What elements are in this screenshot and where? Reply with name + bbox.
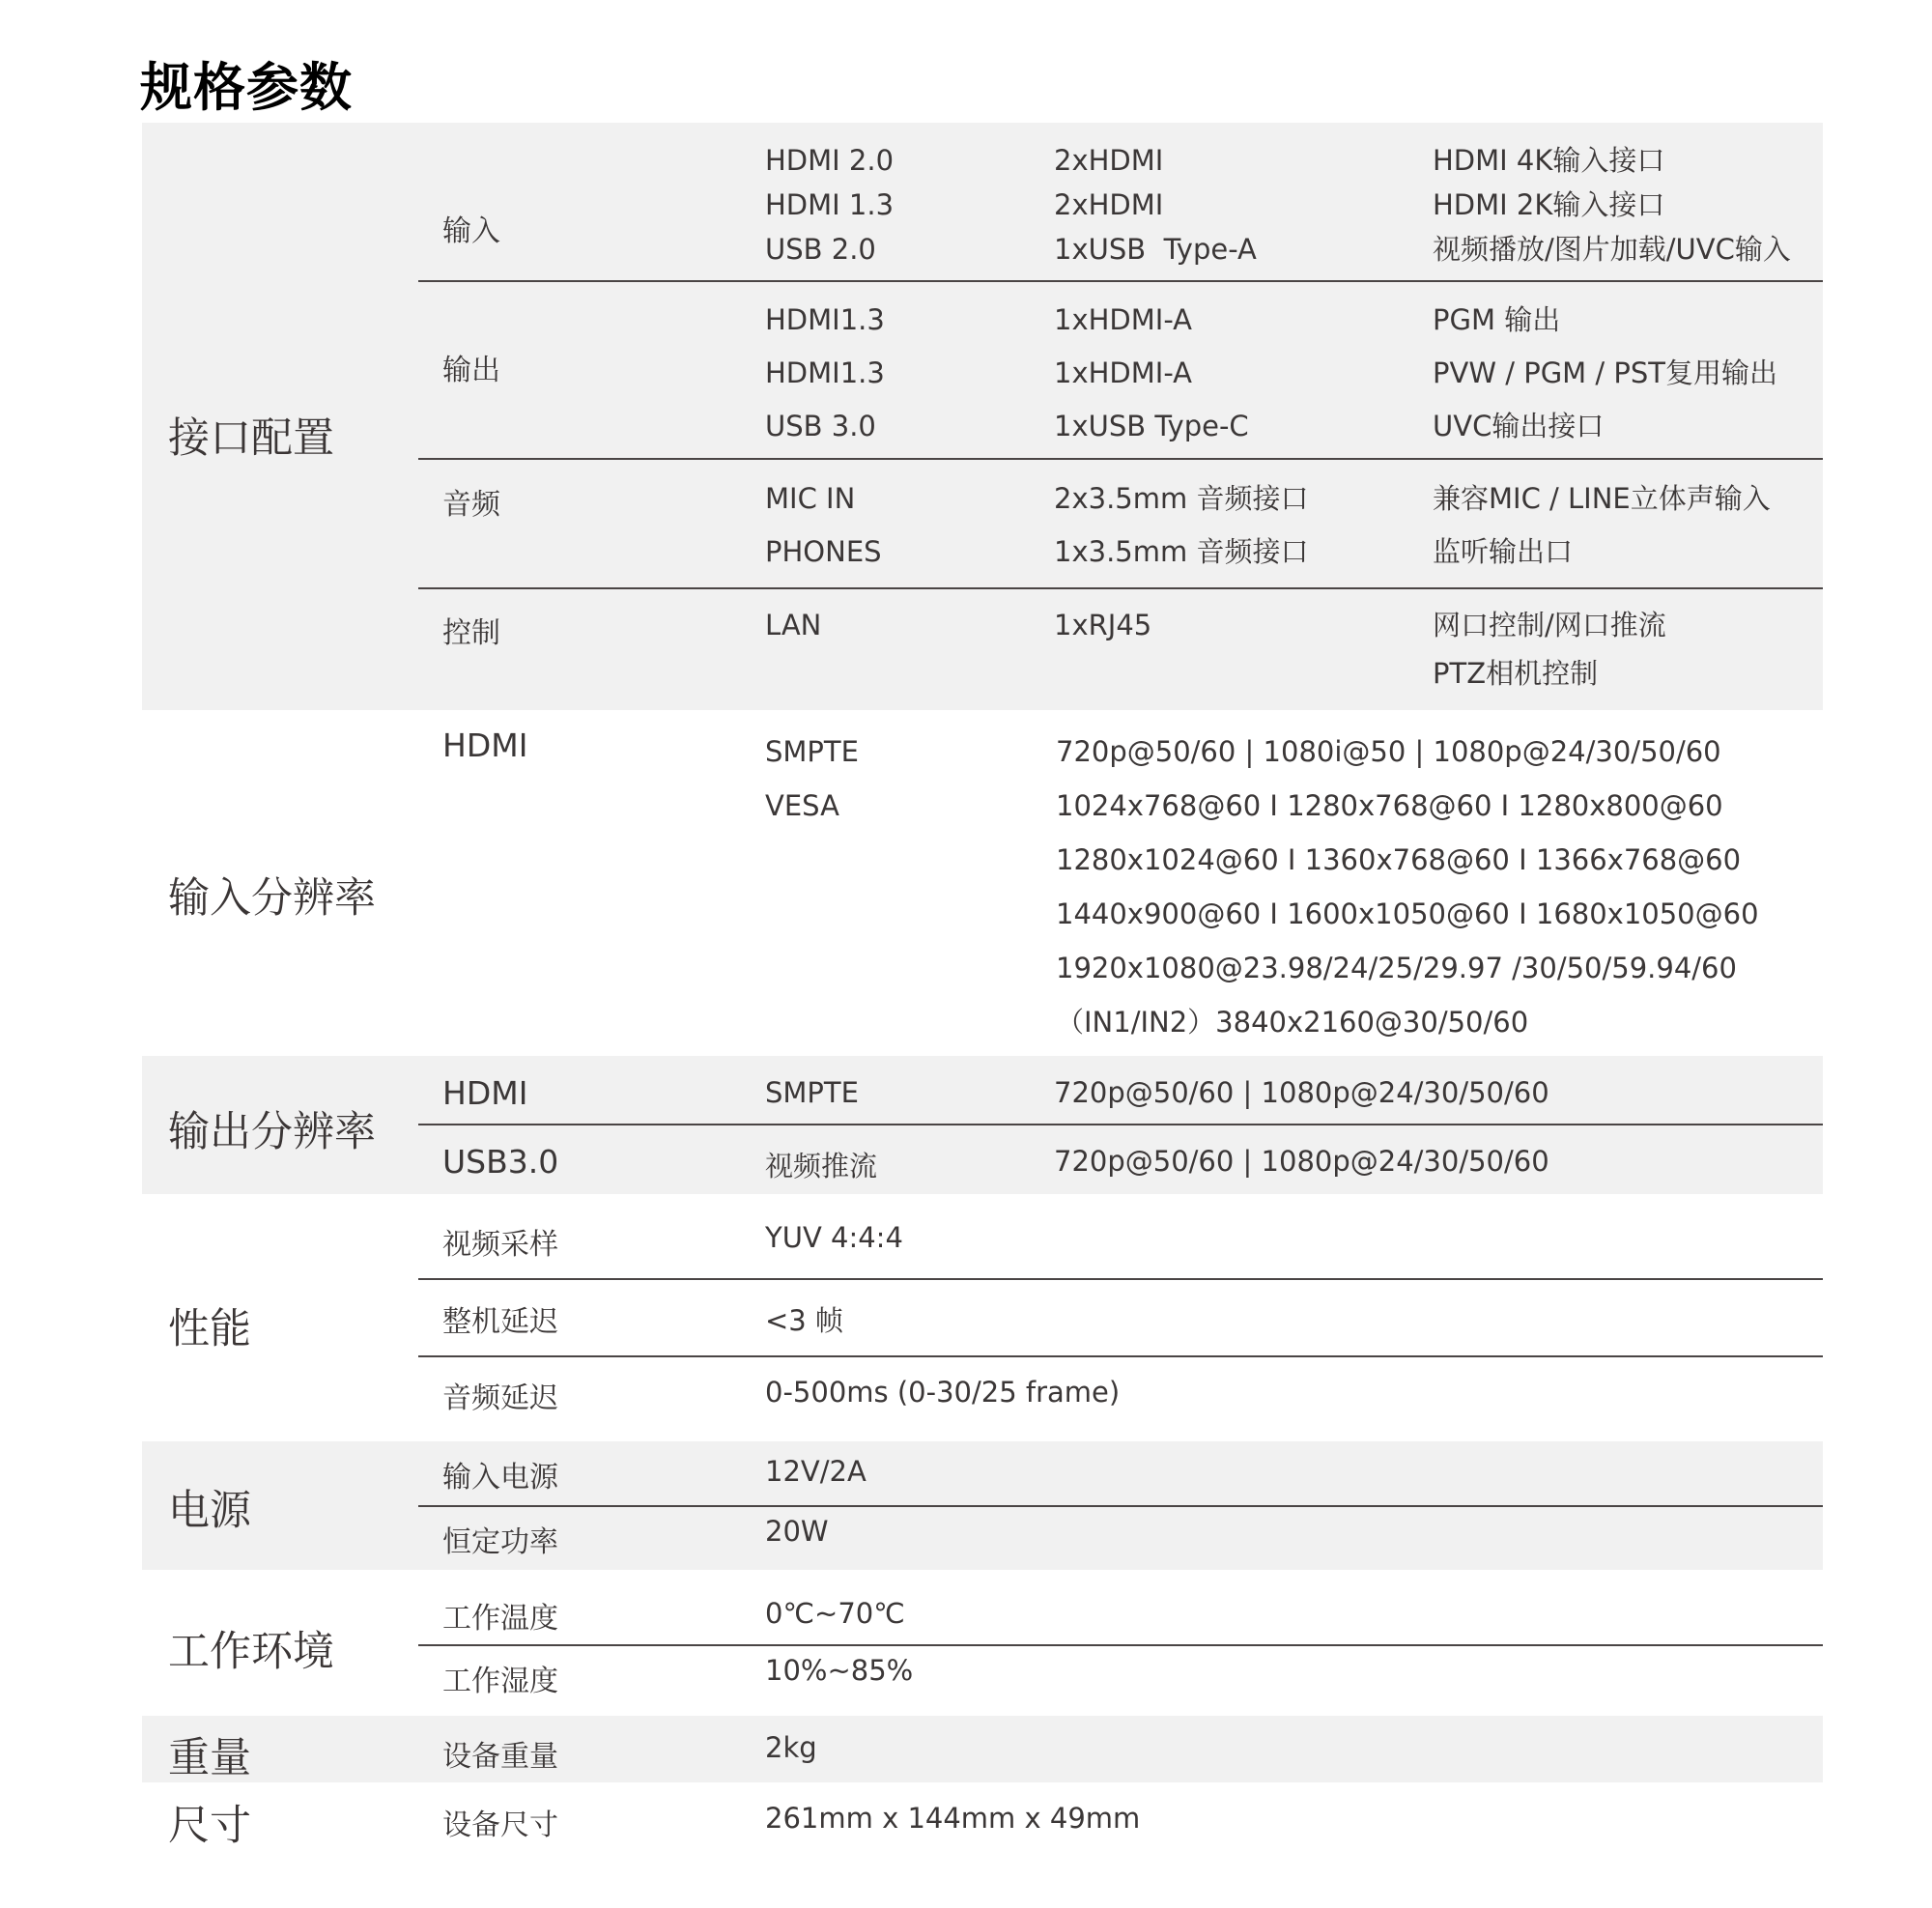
input-description: HDMI 2K输入接口 (1433, 188, 1665, 221)
control-description: PTZ相机控制 (1433, 657, 1599, 690)
divider (418, 1644, 1823, 1646)
resolution-line: 1440x900@60 I 1600x1050@60 I 1680x1050@60 (1056, 897, 1759, 930)
resolution-line: 1280x1024@60 I 1360x768@60 I 1366x768@60 (1056, 843, 1742, 876)
size-name: 设备尺寸 (442, 1808, 558, 1842)
input-resolution-standard: VESA (765, 789, 839, 822)
environment-name: 工作温度 (442, 1602, 558, 1636)
input-description: 视频播放/图片加载/UVC输入 (1433, 233, 1791, 266)
performance-value: YUV 4:4:4 (765, 1221, 903, 1254)
audio-descriptions (1433, 472, 1771, 579)
row-label-output: 输出 (442, 354, 500, 387)
audio-counts (1054, 472, 1308, 579)
section-label-size: 尺寸 (168, 1802, 251, 1850)
output-count: 1xHDMI-A (1054, 303, 1192, 336)
audio-count: 1x3.5mm 音频接口 (1054, 535, 1309, 568)
input-count: 2xHDMI (1054, 144, 1164, 177)
resolution-line: 1920x1080@23.98/24/25/29.97 /30/50/59.94/60 (1056, 952, 1737, 984)
control-description: 网口控制/网口推流 (1433, 609, 1666, 641)
section-label-performance: 性能 (168, 1305, 251, 1353)
audio-count: 2x3.5mm 音频接口 (1054, 482, 1309, 515)
divider (418, 587, 1823, 589)
row-label-control: 控制 (442, 616, 500, 650)
input-count: 1xUSB Type-A (1054, 233, 1257, 266)
output-descriptions (1433, 294, 1777, 453)
output-port: HDMI1.3 (765, 303, 885, 336)
output-res-value: 720p@50/60 | 1080p@24/30/50/60 (1054, 1145, 1549, 1178)
section-label-interface: 接口配置 (168, 414, 334, 463)
input-description: HDMI 4K输入接口 (1433, 144, 1665, 177)
input-resolution-interface: HDMI (442, 726, 528, 764)
output-counts (1054, 294, 1249, 453)
performance-value: <3 帧 (765, 1304, 843, 1337)
input-resolution-standard: SMPTE (765, 735, 859, 768)
resolution-line: 720p@50/60 | 1080i@50 | 1080p@24/30/50/60 (1056, 735, 1721, 768)
section-label-output-resolution: 输出分辨率 (168, 1108, 376, 1156)
input-ports (765, 138, 894, 271)
section-label-input-resolution: 输入分辨率 (168, 874, 376, 923)
power-value: 12V/2A (765, 1455, 867, 1488)
size-value: 261mm x 144mm x 49mm (765, 1802, 1141, 1835)
control-descriptions (1433, 601, 1666, 698)
power-value: 20W (765, 1515, 829, 1548)
section-weight (142, 1716, 1823, 1782)
input-resolution-standards (765, 725, 859, 833)
divider (418, 280, 1823, 282)
input-port: USB 2.0 (765, 233, 876, 266)
input-port: HDMI 1.3 (765, 188, 895, 221)
divider (418, 1124, 1823, 1125)
performance-name: 整机延迟 (442, 1305, 558, 1339)
input-port: HDMI 2.0 (765, 144, 895, 177)
output-count: 1xHDMI-A (1054, 356, 1192, 389)
section-label-environment: 工作环境 (168, 1628, 334, 1676)
input-count: 2xHDMI (1054, 188, 1164, 221)
output-description: UVC输出接口 (1433, 410, 1605, 442)
weight-value: 2kg (765, 1731, 817, 1764)
environment-value: 0℃~70℃ (765, 1597, 905, 1630)
output-res-interface: HDMI (442, 1074, 528, 1112)
output-res-standard: SMPTE (765, 1076, 859, 1109)
output-port: USB 3.0 (765, 410, 876, 442)
output-description: PGM 输出 (1433, 303, 1561, 336)
section-label-power: 电源 (168, 1487, 251, 1535)
output-res-standard: 视频推流 (765, 1150, 878, 1182)
power-name: 输入电源 (442, 1461, 558, 1495)
environment-value: 10%~85% (765, 1654, 914, 1687)
weight-name: 设备重量 (442, 1740, 558, 1774)
input-descriptions (1433, 138, 1791, 271)
output-description: PVW / PGM / PST复用输出 (1433, 356, 1778, 389)
divider (418, 458, 1823, 460)
output-count: 1xUSB Type-C (1054, 410, 1249, 442)
divider (418, 1505, 1823, 1507)
divider (418, 1355, 1823, 1357)
audio-ports (765, 472, 882, 579)
resolution-line: 1024x768@60 I 1280x768@60 I 1280x800@60 (1056, 789, 1723, 822)
audio-port: PHONES (765, 535, 882, 568)
control-port: LAN (765, 609, 822, 641)
output-res-interface: USB3.0 (442, 1143, 559, 1181)
environment-name: 工作湿度 (442, 1665, 558, 1698)
audio-port: MIC IN (765, 482, 856, 515)
audio-description: 监听输出口 (1433, 535, 1574, 568)
output-port: HDMI1.3 (765, 356, 885, 389)
section-label-weight: 重量 (168, 1734, 251, 1782)
performance-value: 0-500ms (0-30/25 frame) (765, 1376, 1121, 1409)
performance-name: 音频延迟 (442, 1381, 558, 1415)
audio-description: 兼容MIC / LINE立体声输入 (1433, 482, 1771, 515)
input-resolution-values (1056, 725, 1759, 1049)
output-res-value: 720p@50/60 | 1080p@24/30/50/60 (1054, 1076, 1549, 1109)
row-label-audio: 音频 (442, 488, 500, 522)
divider (418, 1278, 1823, 1280)
row-label-input: 输入 (442, 214, 500, 248)
control-count: 1xRJ45 (1054, 609, 1152, 641)
page-title: 规格参数 (140, 57, 353, 118)
input-counts (1054, 138, 1257, 271)
output-ports (765, 294, 885, 453)
performance-name: 视频采样 (442, 1228, 558, 1262)
power-name: 恒定功率 (442, 1525, 558, 1559)
resolution-line: （IN1/IN2）3840x2160@30/50/60 (1056, 1006, 1529, 1039)
